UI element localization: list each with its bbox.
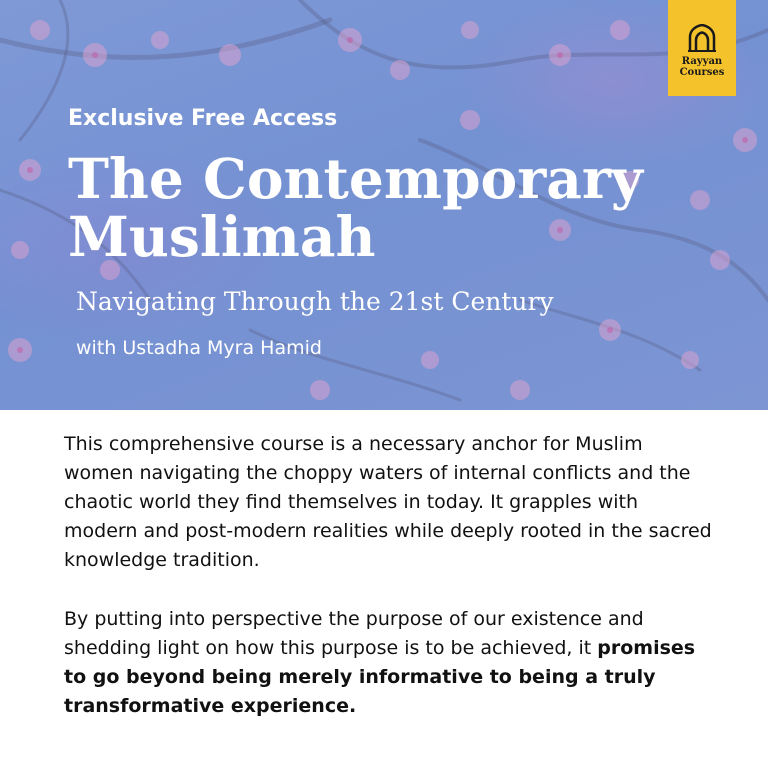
logo-line-2: Courses [679, 67, 725, 78]
eyebrow-label: Exclusive Free Access [68, 106, 338, 131]
arch-icon [687, 24, 717, 52]
logo-text [680, 56, 725, 78]
instructor-line: with Ustadha Myra Hamid [76, 337, 322, 359]
course-title: The Contemporary Muslimah [68, 146, 643, 269]
description-paragraph-2 [64, 605, 714, 721]
rayyan-courses-logo [668, 0, 736, 96]
logo-line-1: Rayyan [681, 56, 723, 67]
description-paragraph-2-text: By putting into perspective the purpose of our existence and shedding light on how this purpose is to be achieved, it [64, 608, 644, 659]
description-paragraph-1: This comprehensive course is a necessary anchor for Muslim women navigating the choppy waters of internal conflicts and the chaotic world they find themselves in today. It grapples with modern and post-modern realities while deeply rooted in the sacred knowledge tradition. [64, 433, 712, 571]
course-subtitle: Navigating Through the 21st Century [76, 287, 554, 316]
description-paragraph-2-bold: promises to go beyond being merely informative to being a truly transformative experience. [64, 637, 696, 717]
course-description [64, 430, 714, 751]
